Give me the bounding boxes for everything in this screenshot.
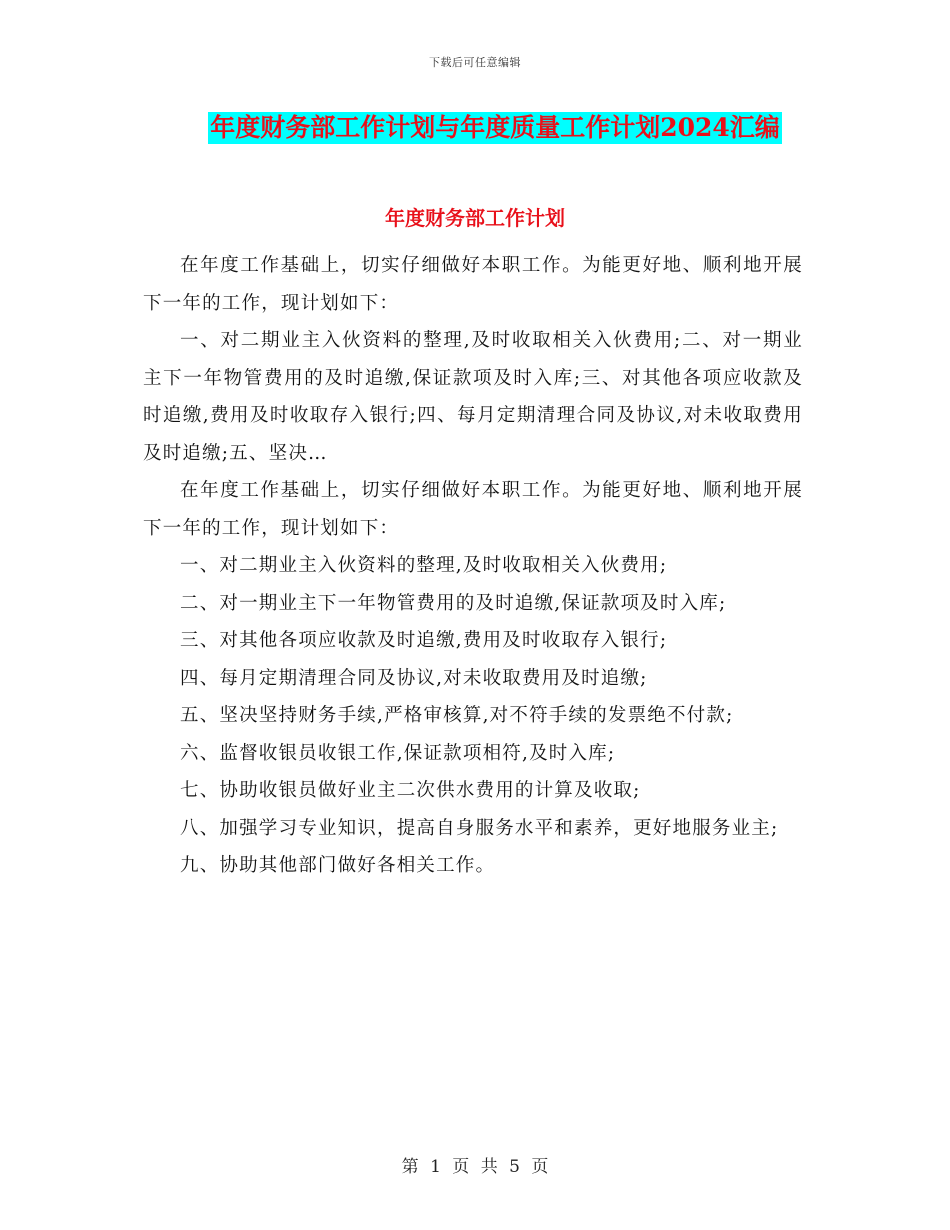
document-body [143,247,803,885]
plan-item-8: 八、加强学习专业知识，提高自身服务水平和素养，更好地服务业主; [180,817,779,839]
plan-item-1: 一、对二期业主入伙资料的整理,及时收取相关入伙费用; [180,555,668,576]
header-note: 下载后可任意编辑 [429,56,521,69]
section-title: 年度财务部工作计划 [385,206,565,230]
plan-item-3: 三、对其他各项应收款及时追缴,费用及时收取存入银行; [180,630,668,651]
plan-item-7: 七、协助收银员做好业主二次供水费用的计算及收取; [180,780,641,801]
page-number-footer: 第 1 页 共 5 页 [401,1157,549,1177]
plan-item-4: 四、每月定期清理合同及协议,对未收取费用及时追缴; [180,667,648,689]
plan-item-9: 九、协助其他部门做好各相关工作。 [180,855,496,876]
paragraph-intro-repeat: 在年度工作基础上，切实仔细做好本职工作。为能更好地、顺利地开展下一年的工作，现计划如下： [143,480,803,539]
plan-item-6: 六、监督收银员收银工作,保证款项相符,及时入库; [180,742,616,764]
document-title: 年度财务部工作计划与年度质量工作计划2024汇编 [210,113,780,142]
plan-item-5: 五、坚决坚持财务手续,严格审核算,对不符手续的发票绝不付款; [180,705,734,726]
paragraph-summary: 一、对二期业主入伙资料的整理,及时收取相关入伙费用;二、对一期业主下一年物管费用的及时追缴,保证款项及时入库;三、对其他各项应收款及时追缴,费用及时收取存入银行;四、每月定期清理合同及协议,对未收取费用及时追缴;五、坚决… [143,330,803,464]
plan-item-2: 二、对一期业主下一年物管费用的及时追缴,保证款项及时入库; [180,592,727,614]
main-title-container [0,112,950,144]
paragraph-intro: 在年度工作基础上，切实仔细做好本职工作。为能更好地、顺利地开展下一年的工作，现计划如下： [143,255,803,314]
